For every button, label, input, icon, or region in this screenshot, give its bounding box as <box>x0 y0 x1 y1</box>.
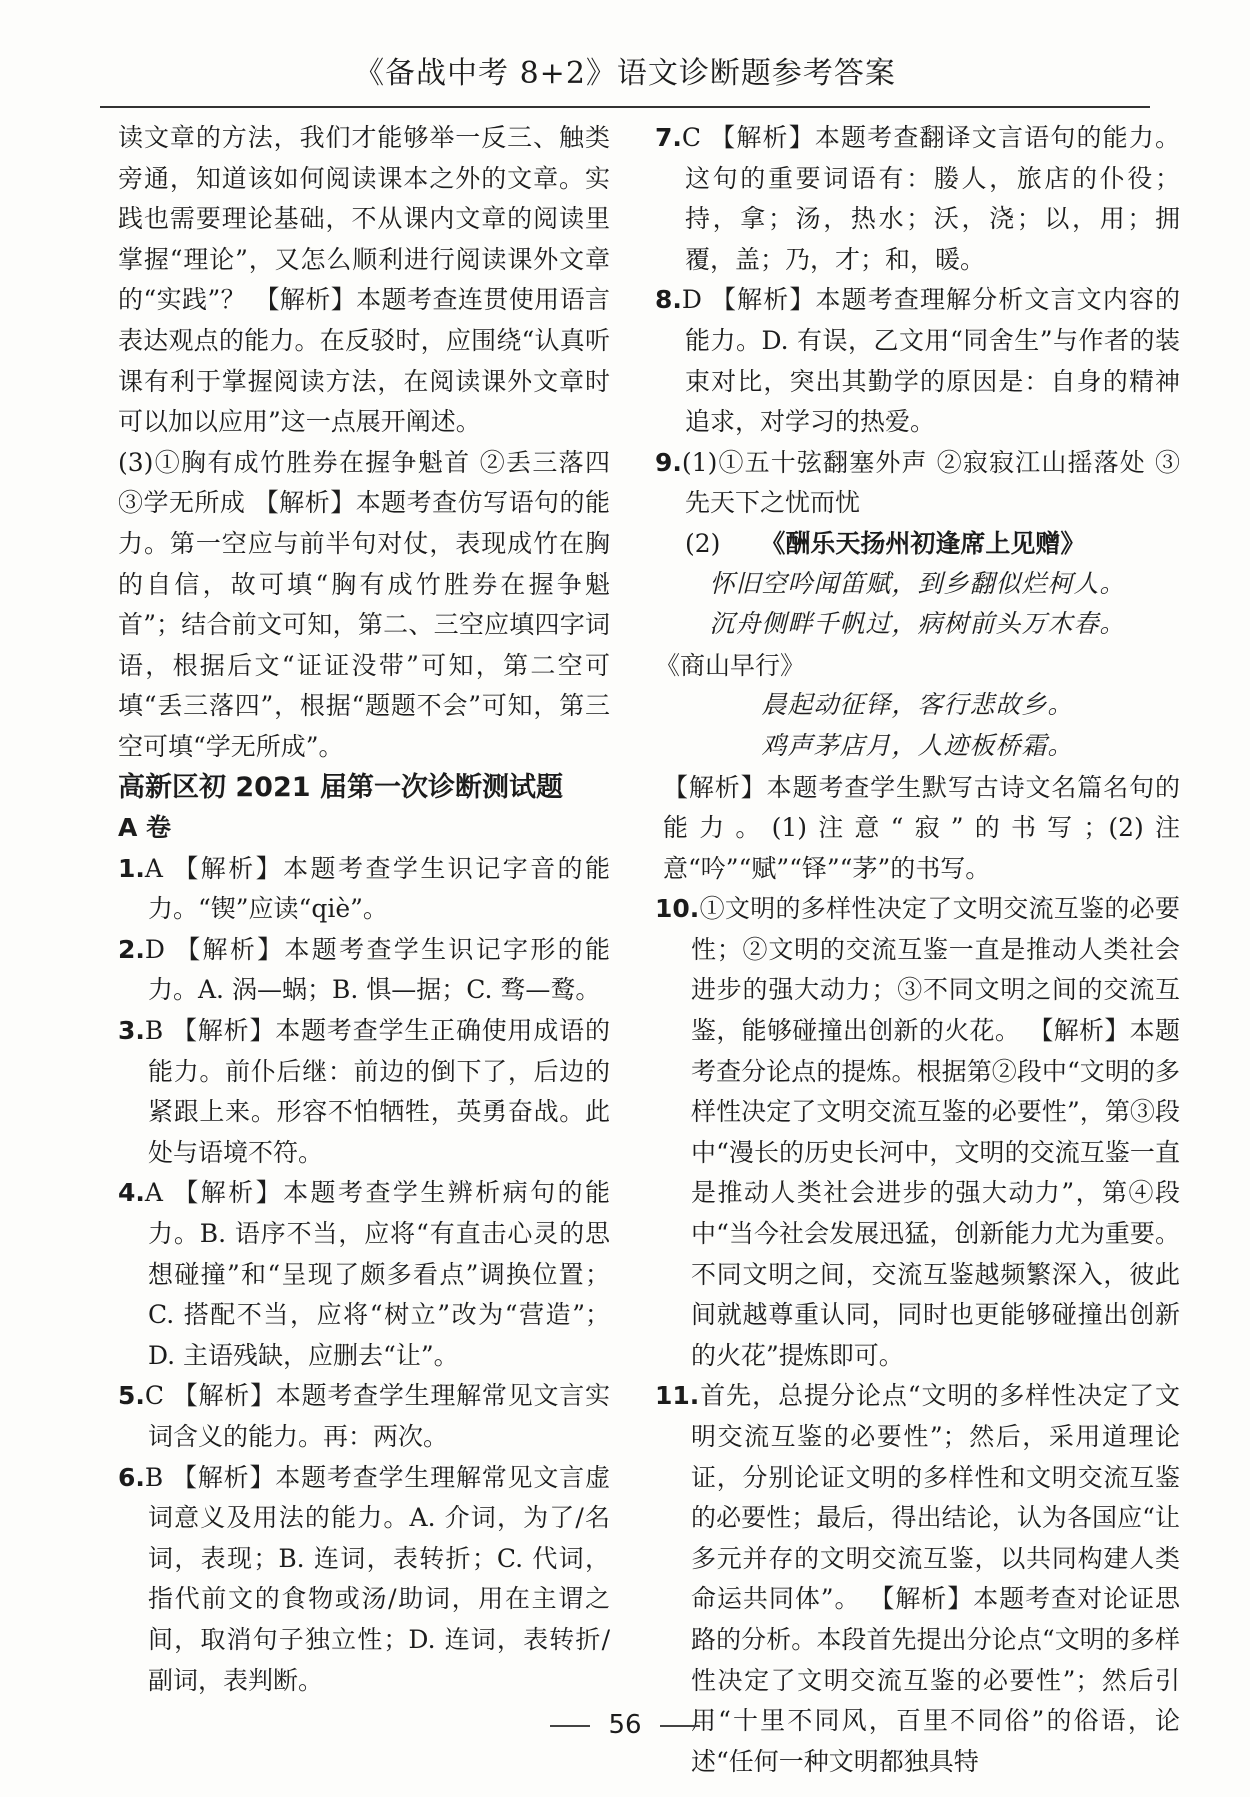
poem-1-title: 《酬乐天扬州初逢席上见赠》 <box>760 528 1086 558</box>
section-title: 高新区初 2021 届第一次诊断测试题 <box>118 771 563 803</box>
answer-number: 9. <box>655 447 682 477</box>
answer-text: C 【解析】本题考查翻译文言语句的能力。这句的重要词语有：媵人，旅店的仆役；持，拿；汤，热水；沃，浇；以，用；拥覆，盖；乃，才；和，暖。 <box>681 123 1180 274</box>
answer-text: D 【解析】本题考查理解分析文言文内容的能力。D. 有误，乙文用“同舍生”与作者的装束对比，突出其勤学的原因是：自身的精神追求，对学习的热爱。 <box>681 285 1180 437</box>
poem-label: (2) <box>685 528 721 558</box>
footer-dash-left <box>550 1725 590 1727</box>
q9-analysis: 【解析】本题考查学生默写古诗文名篇名句的能力。(1)注意“寂”的书写；(2)注意“吟”“赋”“铎”“茅”的书写。 <box>663 772 1180 883</box>
answer-item-5 <box>118 1376 610 1457</box>
answer-item-10 <box>655 889 1180 1376</box>
answer-number: 6. <box>118 1462 145 1492</box>
answer-item-2 <box>118 930 610 1011</box>
poem-2-line-2: 鸡声茅店月，人迹板桥霜。 <box>761 732 1074 760</box>
answer-item-9 <box>655 443 1180 524</box>
answer-item-8 <box>655 280 1180 442</box>
answer-number: 5. <box>118 1381 145 1411</box>
answer-text: A 【解析】本题考查学生辨析病句的能力。B. 语序不当，应将“有直击心灵的思想碰撞”和“呈现了颇多看点”调换位置；C. 搭配不当，应将“树立”改为“营造”；D. 主语残缺，应删去“让”。 <box>144 1178 610 1370</box>
answer-item-1 <box>118 849 610 930</box>
answer-text: C 【解析】本题考查学生理解常见文言实词含义的能力。再：两次。 <box>144 1381 610 1451</box>
poem-1-line-1: 怀旧空吟闻笛赋，到乡翻似烂柯人。 <box>709 570 1126 598</box>
answer-number: 10. <box>655 894 700 924</box>
section-subtitle: A 卷 <box>118 813 172 843</box>
answer-item-6 <box>118 1458 610 1702</box>
answer-item-4 <box>118 1173 610 1376</box>
answer-text: D 【解析】本题考查学生识记字形的能力。A. 涡—蜗；B. 惧—据；C. 骛—鹜。 <box>144 934 610 1005</box>
page-footer <box>0 1710 1250 1740</box>
answer-number: 2. <box>118 934 145 964</box>
answer-text: ①文明的多样性决定了文明交流互鉴的必要性；②文明的交流互鉴一直是推动人类社会进步的强大动力；③不同文明之间的交流互鉴，能够碰撞出创新的火花。 【解析】本题考查分论点的提炼。根据第②段中“文明的多样性决定了文明交流互鉴的必要性”，第③段中“漫长的历史长河中，文明的交流互鉴一直是推动人类社会进步的强大动力”，第④段中“当今社会发展迅猛，创新能力尤为重要。不同文明之间，交流互鉴越频繁深入，彼此间就越尊重认同，同时也更能够碰撞出创新的火花”提炼即可。 <box>691 894 1180 1370</box>
poem-2-title: 《商山早行》 <box>655 650 806 680</box>
answer-text: B 【解析】本题考查学生正确使用成语的能力。前仆后继：前边的倒下了，后边的紧跟上来。形容不怕牺牲，英勇奋战。此处与语境不符。 <box>144 1016 610 1167</box>
answer-text: 首先，总提分论点“文明的多样性决定了文明交流互鉴的必要性”；然后，采用道理论证，分别论证文明的多样性和文明交流互鉴的必要性；最后，得出结论，认为各国应“让多元并存的文明交流互鉴，以共同构建人类命运共同体”。 【解析】本题考查对论证思路的分析。本段首先提出分论点“文明的多样性决定了文明交流互鉴的必要性”；然后引用“十里不同风，百里不同俗”的俗语，论述“任何一种文明都独具特 <box>691 1381 1180 1776</box>
intro-paragraph-1: 读文章的方法，我们才能够举一反三、触类旁通，知道该如何阅读课本之外的文章。实践也需要理论基础，不从课内文章的阅读里掌握“理论”，又怎么顺利进行阅读课外文章的“实践”？ 【解析】本题考查连贯使用语言表达观点的能力。在反驳时，应围绕“认真听课有利于掌握阅读方法，在阅读课外文章时可以加以应用”这一点展开阐述。 <box>118 123 610 437</box>
answer-text: A 【解析】本题考查学生识记字音的能力。“锲”应读“qiè”。 <box>144 853 610 924</box>
left-column <box>118 118 610 1701</box>
answer-number: 1. <box>118 853 145 883</box>
page-number: 56 <box>608 1710 642 1740</box>
answer-text: B 【解析】本题考查学生理解常见文言虚词意义及用法的能力。A. 介词，为了/名词，表现；B. 连词，表转折；C. 代词，指代前文的食物或汤/助词，用在主谓之间，取消句子独立性；D. 连词，表转折/副词，表判断。 <box>144 1462 610 1695</box>
answer-item-7 <box>655 118 1180 280</box>
answer-number: 4. <box>118 1178 145 1208</box>
page-header-title: 《备战中考 8+2》语文诊断题参考答案 <box>354 56 896 91</box>
answer-number: 7. <box>655 123 682 152</box>
poem-1-line-2: 沉舟侧畔千帆过，病树前头万木春。 <box>709 611 1126 639</box>
footer-dash-right <box>660 1725 700 1727</box>
answer-item-3 <box>118 1011 610 1173</box>
answer-number: 3. <box>118 1016 145 1046</box>
answer-number: 8. <box>655 285 682 315</box>
intro-paragraph-2: (3)①胸有成竹胜券在握争魁首 ②丢三落四 ③学无所成 【解析】本题考查仿写语句的能力。第一空应与前半句对仗，表现成竹在胸的自信，故可填“胸有成竹胜券在握争魁首”；结合前文可知，第二、三空应填四字词语，根据后文“证证没带”可知，第二空可填“丢三落四”，根据“题题不会”可知，第三空可填“学无所成”。 <box>118 447 610 761</box>
poem-2-line-1: 晨起动征铎，客行悲故乡。 <box>761 692 1074 720</box>
answer-number: 11. <box>655 1381 700 1411</box>
right-column <box>655 118 1180 1782</box>
poem-1-heading <box>655 524 1180 565</box>
answer-text: (1)①五十弦翻塞外声 ②寂寂江山摇落处 ③先天下之忧而忧 <box>681 447 1180 518</box>
header-divider <box>100 106 1150 108</box>
